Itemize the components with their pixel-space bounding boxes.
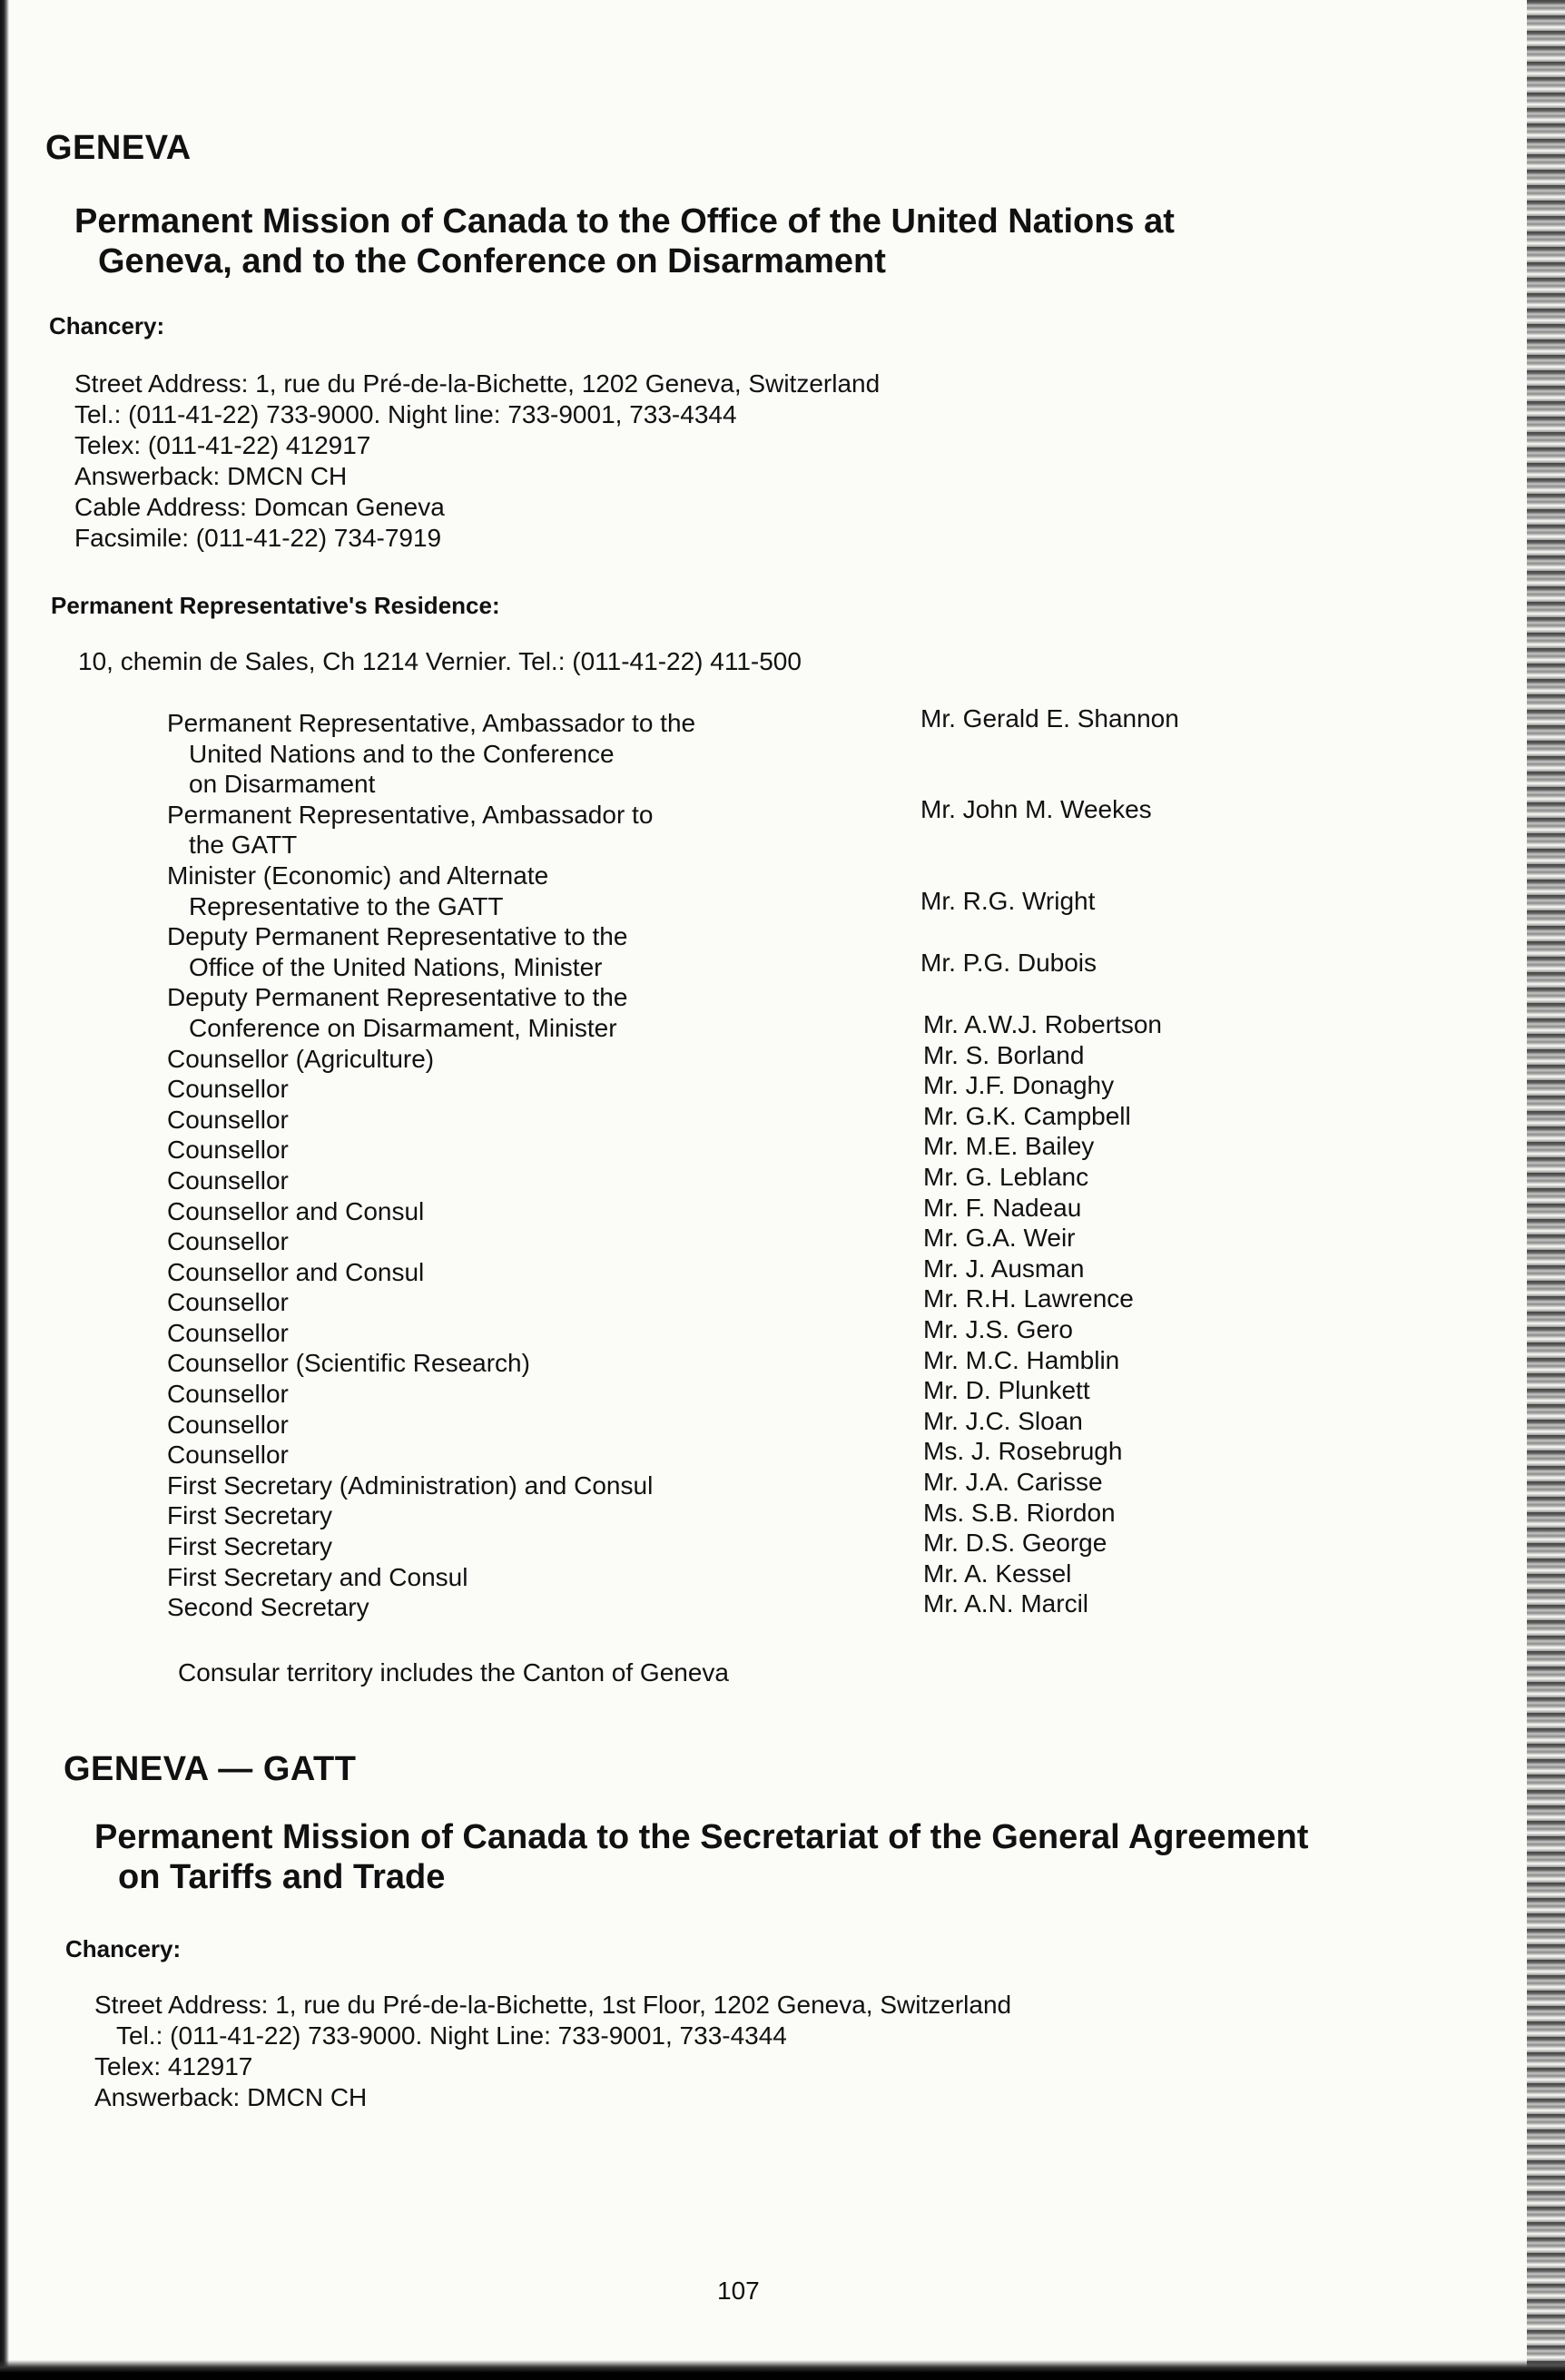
- staff-name: Ms. S.B. Riordon: [923, 1498, 1116, 1527]
- position-line: Counsellor and Consul: [167, 1196, 425, 1225]
- scan-bottom-edge: [0, 2360, 1565, 2380]
- position-line: Deputy Permanent Representative to the: [167, 922, 628, 951]
- staff-name: Mr. G.A. Weir: [923, 1224, 1076, 1253]
- position-line: Counsellor: [167, 1410, 289, 1439]
- residence-address: 10, chemin de Sales, Ch 1214 Vernier. Tel.: (011-41-22) 411-500: [78, 647, 802, 675]
- position-line: Permanent Representative, Ambassador to: [167, 800, 654, 829]
- gatt-chancery-address-block: [94, 1990, 1011, 2113]
- residence-label: Permanent Representative's Residence:: [51, 592, 500, 619]
- chancery-label: Chancery:: [65, 1935, 182, 1962]
- position-line: Counsellor: [167, 1105, 289, 1134]
- position-line: Deputy Permanent Representative to the: [167, 983, 628, 1012]
- staff-name: Mr. S. Borland: [923, 1040, 1085, 1069]
- position-line: Second Secretary: [167, 1593, 369, 1622]
- scan-left-edge: [0, 0, 9, 2380]
- staff-name: Mr. R.G. Wright: [920, 887, 1096, 915]
- consular-territory-note: Consular territory includes the Canton of Geneva: [178, 1658, 729, 1687]
- mission-title-line: on Tariffs and Trade: [118, 1858, 446, 1896]
- chancery-line: Answerback: DMCN CH: [74, 462, 348, 490]
- staff-name: Mr. Gerald E. Shannon: [920, 704, 1179, 733]
- chancery-line: Tel.: (011-41-22) 733-9000. Night line: 733-9001, 733-4344: [74, 400, 737, 428]
- mission-title-line: Permanent Mission of Canada to the Secretariat of the General Agreement: [94, 1818, 1309, 1856]
- staff-name: Mr. J.S. Gero: [923, 1314, 1073, 1343]
- staff-name: Mr. F. Nadeau: [923, 1193, 1082, 1222]
- staff-name: Mr. G. Leblanc: [923, 1162, 1089, 1191]
- chancery-line: Answerback: DMCN CH: [94, 2083, 368, 2111]
- staff-name: Mr. J. Ausman: [923, 1254, 1085, 1283]
- staff-name: Mr. J.A. Carisse: [923, 1467, 1103, 1496]
- section-heading-geneva: GENEVA: [45, 129, 192, 167]
- mission-title-gatt: [94, 1817, 1308, 1897]
- position-line: Counsellor: [167, 1227, 289, 1256]
- staff-positions-column: [167, 708, 695, 1623]
- chancery-line: Telex: (011-41-22) 412917: [74, 431, 371, 459]
- staff-name: Mr. R.H. Lawrence: [923, 1284, 1134, 1313]
- staff-name: Mr. A. Kessel: [923, 1559, 1072, 1588]
- staff-name: Mr. A.W.J. Robertson: [923, 1010, 1162, 1038]
- position-line: United Nations and to the Conference: [189, 739, 615, 768]
- mission-title-geneva: [74, 202, 1175, 281]
- section-heading-gatt: GENEVA — GATT: [64, 1750, 357, 1788]
- position-line: First Secretary: [167, 1532, 333, 1561]
- chancery-line: Telex: 412917: [94, 2052, 253, 2080]
- staff-name: Mr. G.K. Campbell: [923, 1101, 1131, 1130]
- staff-name: Mr. J.C. Sloan: [923, 1406, 1083, 1435]
- mission-title-line: Permanent Mission of Canada to the Office of the United Nations at: [74, 202, 1175, 241]
- position-line: Representative to the GATT: [189, 891, 504, 920]
- staff-name: Mr. M.C. Hamblin: [923, 1345, 1120, 1374]
- position-line: Conference on Disarmament, Minister: [189, 1013, 617, 1042]
- staff-name: Mr. J.F. Donaghy: [923, 1071, 1115, 1100]
- staff-name: Mr. P.G. Dubois: [920, 949, 1097, 977]
- chancery-line: Street Address: 1, rue du Pré-de-la-Bichette, 1202 Geneva, Switzerland: [74, 369, 881, 398]
- position-line: on Disarmament: [189, 770, 376, 799]
- scan-right-edge: [1527, 0, 1565, 2380]
- staff-name: Mr. D. Plunkett: [923, 1376, 1090, 1405]
- chancery-line: Street Address: 1, rue du Pré-de-la-Bichette, 1st Floor, 1202 Geneva, Switzerland: [94, 1991, 1012, 2019]
- staff-name: Mr. John M. Weekes: [920, 795, 1152, 823]
- position-line: Counsellor: [167, 1380, 289, 1409]
- chancery-line: Cable Address: Domcan Geneva: [74, 493, 445, 521]
- position-line: First Secretary (Administration) and Consul: [167, 1470, 654, 1500]
- position-line: Counsellor: [167, 1288, 289, 1317]
- position-line: First Secretary: [167, 1501, 333, 1530]
- page-number: 107: [717, 2277, 760, 2305]
- position-line: Office of the United Nations, Minister: [189, 952, 603, 981]
- chancery-address-block: [74, 369, 880, 554]
- position-line: Counsellor: [167, 1318, 289, 1347]
- position-line: Counsellor (Scientific Research): [167, 1349, 530, 1378]
- chancery-line: Facsimile: (011-41-22) 734-7919: [74, 524, 442, 552]
- position-line: First Secretary and Consul: [167, 1562, 468, 1591]
- staff-name: Mr. A.N. Marcil: [923, 1589, 1089, 1618]
- staff-name: Ms. J. Rosebrugh: [923, 1437, 1123, 1466]
- position-line: Counsellor (Agriculture): [167, 1044, 435, 1073]
- staff-names-column: [923, 1009, 1162, 1619]
- staff-name: Mr. D.S. George: [923, 1529, 1107, 1558]
- position-line: Counsellor and Consul: [167, 1257, 425, 1286]
- position-line: Counsellor: [167, 1441, 289, 1470]
- chancery-line: Tel.: (011-41-22) 733-9000. Night Line: 733-9001, 733-4344: [116, 2021, 787, 2050]
- chancery-label: Chancery:: [49, 312, 165, 339]
- position-line: Counsellor: [167, 1136, 289, 1165]
- position-line: Counsellor: [167, 1075, 289, 1104]
- position-line: Counsellor: [167, 1165, 289, 1195]
- staff-name: Mr. M.E. Bailey: [923, 1132, 1095, 1161]
- position-line: Minister (Economic) and Alternate: [167, 861, 549, 890]
- position-line: the GATT: [189, 831, 298, 860]
- position-line: Permanent Representative, Ambassador to the: [167, 709, 696, 737]
- mission-title-line: Geneva, and to the Conference on Disarmament: [98, 242, 886, 280]
